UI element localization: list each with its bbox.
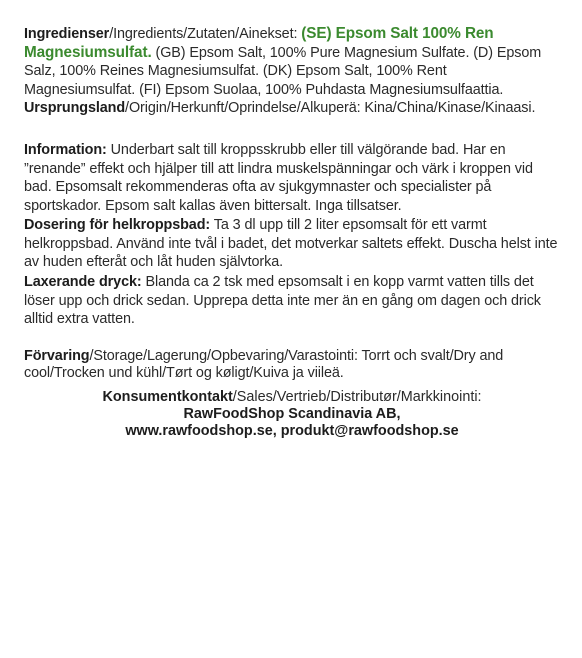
storage-text: /Storage/Lagerung/Opbevaring/Varastointi: Torrt och svalt/Dry and cool/Trocken und kühl/Tørt og køligt/Kuiva ja viileä.	[24, 348, 504, 381]
laxative-heading: Laxerande dryck:	[24, 274, 142, 290]
information-section	[24, 141, 560, 215]
company-name: RawFoodShop Scandinavia AB,	[183, 405, 401, 422]
storage-section	[24, 348, 560, 382]
origin-text: /Origin/Herkunft/Oprindelse/Alkuperä: Kina/China/Kinase/Kinaasi.	[125, 100, 536, 117]
laxative-text: Blanda ca 2 tsk med epsomsalt i en kopp varmt vatten tills det löser upp och drick sedan. Upprepa detta inte mer än en gång om dagen och drick alltid extra vatten.	[24, 274, 541, 328]
contact-heading-translations: /Sales/Vertrieb/Distributør/Markkinointi:	[232, 389, 482, 405]
ingredients-section	[24, 25, 560, 118]
contact-heading-line	[24, 389, 560, 406]
website-email: www.rawfoodshop.se, produkt@rawfoodshop.se	[125, 422, 459, 439]
storage-heading: Förvaring	[24, 348, 90, 364]
origin-heading: Ursprungsland	[24, 100, 126, 117]
ingredients-other-languages: (GB) Epsom Salt, 100% Pure Magnesium Sulfate. (D) Epsom Salz, 100% Reines Magnesiumsulfat. (DK) Epsom Salt, 100% Rent Magnesiumsulfat. (FI) Epsom Suolaa, 100% Puhdasta Magnesiumsulfaattia.	[24, 44, 542, 98]
information-heading: Information:	[24, 142, 107, 158]
information-text: Underbart salt till kroppsskrubb eller till välgörande bad. Har en ”renande” effekt och hjälper till att lindra muskelspänningar och värk i kroppen vid bad. Epsomsalt rekommenderas ofta av sjukgymnaster och specialister på sportskador. Epsom salt kallas även bittersalt. Inga tillsatser.	[24, 142, 533, 214]
ingredients-heading: Ingredienser	[24, 26, 110, 42]
contact-section	[24, 389, 560, 439]
dosage-heading: Dosering för helkroppsbad:	[24, 217, 211, 233]
laxative-section	[24, 273, 560, 329]
contact-heading: Konsumentkontakt	[102, 389, 233, 405]
dosage-section	[24, 216, 560, 272]
dosage-text: Ta 3 dl upp till 2 liter epsomsalt för ett varmt helkroppsbad. Använd inte tvål i badet, det motverkar saltets effekt. Duscha helst inte av huden efteråt och låt huden självtorka.	[24, 217, 558, 271]
ingredients-heading-translations: /Ingredients/Zutaten/Ainekset:	[109, 26, 302, 42]
ingredients-swedish-text: (SE) Epsom Salt 100% Ren Magnesiumsulfat.	[24, 25, 494, 61]
